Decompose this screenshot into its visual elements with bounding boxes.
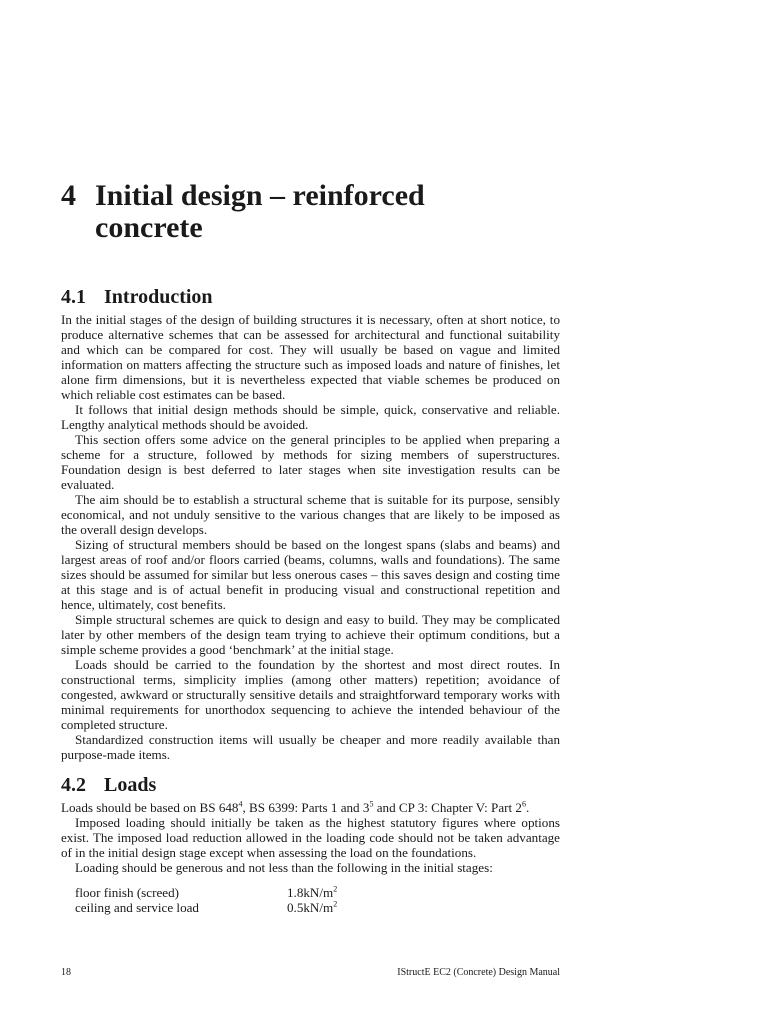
section-introduction <box>61 285 560 762</box>
reference-sup: 5 <box>369 799 374 809</box>
load-item: ceiling and service load <box>75 900 199 915</box>
load-value: $0.5kN/m^2$ <box>287 899 338 915</box>
paragraph: This section offers some advice on the general principles to be applied when preparing a scheme for a structure, followed by methods for sizing members of superstructures. Foundation design is best deferred to later stages when site investigation results can be evaluated. <box>61 432 560 492</box>
paragraph: Standardized construction items will usually be cheaper and more readily available than purpose-made items. <box>61 732 560 762</box>
chapter-title <box>61 180 560 244</box>
paragraph: Loads should be carried to the foundation by the shortest and most direct routes. In constructional terms, simplicity implies (among other matters) repetition; avoidance of congested, awkward or structurally sensitive details and straightforward temporary works with minimal requirements for unorthodox sequencing to achieve the intended behaviour of the completed structure. <box>61 657 560 732</box>
paragraph: Sizing of structural members should be based on the longest spans (slabs and beams) and largest areas of roof and/or floors carried (beams, columns, walls and foundations). The same sizes should be assumed for similar but less onerous cases – this saves design and costing time at this stage and is of actual benefit in producing visual and constructional repetition and hence, ultimately, cost benefits. <box>61 537 560 612</box>
load-table <box>61 885 560 915</box>
section-title: Loads <box>104 774 157 796</box>
paragraph: Loading should be generous and not less than the following in the initial stages: <box>75 860 493 875</box>
chapter-title-text: Initial design – reinforced concrete <box>95 179 425 245</box>
reference-sup: 6 <box>521 799 526 809</box>
page-number: 18 <box>61 967 71 978</box>
load-value: $1.8kN/m^2$ <box>287 884 338 900</box>
chapter-number: 4 <box>61 179 76 213</box>
section-loads <box>61 773 560 915</box>
manual-title: IStructE EC2 (Concrete) Design Manual <box>397 967 560 978</box>
load-item: floor finish (screed) <box>75 885 179 900</box>
paragraph-references: Loads should be based on BS $648^4$, BS 6399: Parts 1 and $3^5$ and CP 3: Chapter V: Part $2^6$. <box>61 799 530 815</box>
load-row <box>61 885 560 900</box>
paragraph: The aim should be to establish a structural scheme that is suitable for its purpose, sensibly economical, and not unduly sensitive to the various changes that are likely to be imposed as the overall design develops. <box>61 492 560 537</box>
section-number: 4.1 <box>61 286 86 308</box>
section-heading-loads <box>61 773 560 797</box>
section-number: 4.2 <box>61 774 86 796</box>
paragraph: It follows that initial design methods should be simple, quick, conservative and reliable. Lengthy analytical methods should be avoided. <box>61 402 560 432</box>
section-title: Introduction <box>104 286 213 308</box>
paragraph: Imposed loading should initially be taken as the highest statutory figures where options exist. The imposed load reduction allowed in the loading code should not be taken advantage of in the initial design stage except when assessing the load on the foundations. <box>61 815 560 860</box>
load-row <box>61 900 560 915</box>
paragraph: In the initial stages of the design of building structures it is necessary, often at short notice, to produce alternative schemes that can be assessed for architectural and functional suitability and which can be compared for cost. They will usually be based on vague and limited information on matters affecting the structure such as imposed loads and nature of finishes, let alone firm dimensions, but it is nevertheless expected that viable schemes be produced on which reliable cost estimates can be based. <box>61 312 560 402</box>
paragraph: Simple structural schemes are quick to design and easy to build. They may be complicated later by other members of the design team trying to achieve their optimum conditions, but a simple scheme provides a good ‘benchmark’ at the initial stage. <box>61 612 560 657</box>
section-heading-introduction <box>61 285 560 309</box>
reference-sup: 4 <box>238 799 243 809</box>
